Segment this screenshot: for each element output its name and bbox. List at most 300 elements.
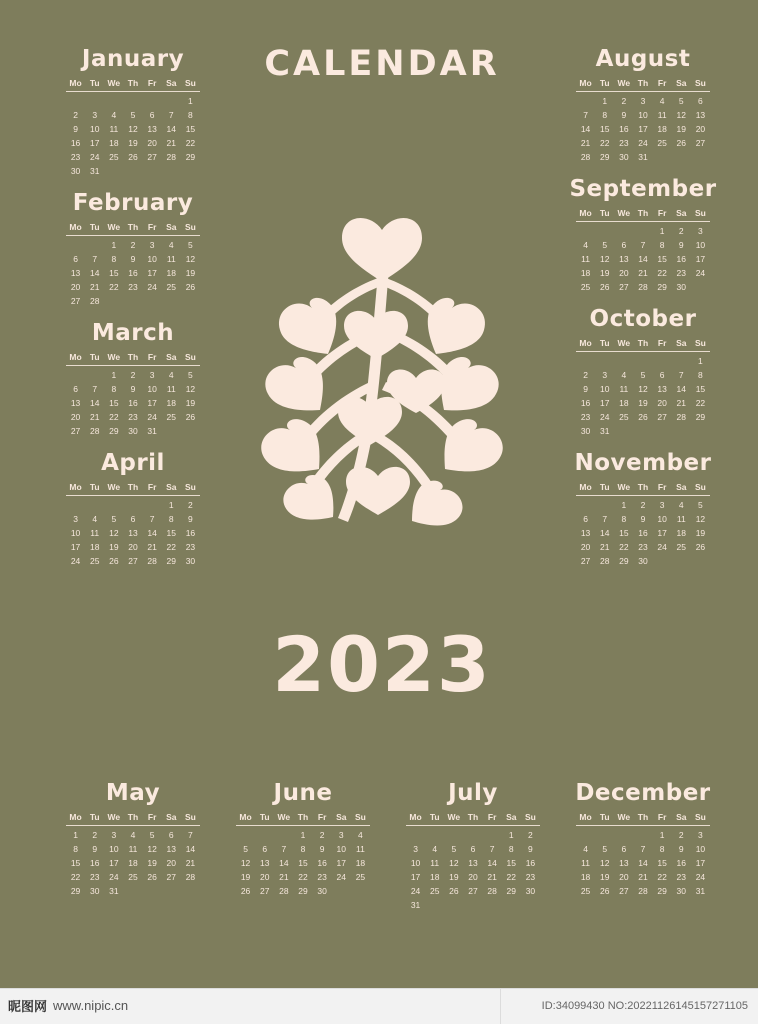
weekday-header: Su: [181, 810, 200, 826]
day-cell: 11: [581, 254, 590, 264]
week-row: [66, 870, 200, 884]
weekday-header: Sa: [672, 480, 691, 496]
day-cell: 13: [128, 528, 138, 538]
day-cell: 29: [506, 886, 516, 896]
day-cell: 27: [619, 886, 629, 896]
day-cell: 2: [583, 370, 588, 380]
day-cell: 14: [89, 398, 100, 408]
day-cell: [66, 496, 85, 513]
week-row: [576, 266, 710, 280]
day-cell: 28: [185, 872, 196, 882]
day-cell: 1: [508, 830, 514, 840]
month-name: October: [589, 306, 697, 332]
day-cell: 16: [185, 528, 196, 538]
week-row: [576, 252, 710, 266]
day-cell: 18: [166, 398, 176, 408]
day-cell: 28: [599, 556, 610, 566]
day-cell: 12: [185, 384, 196, 394]
day-cell: [691, 280, 710, 294]
day-cell: 30: [638, 556, 648, 566]
day-cell: 13: [468, 858, 478, 868]
week-row: [576, 92, 710, 109]
day-cell: 21: [599, 542, 610, 552]
footer-bar: [0, 988, 758, 1024]
day-cell: 1: [659, 830, 665, 840]
weekday-header: Tu: [85, 350, 104, 366]
day-cell: 1: [111, 240, 117, 250]
day-cell: 31: [638, 152, 648, 162]
day-cell: 22: [619, 542, 629, 552]
day-cell: 27: [147, 152, 157, 162]
day-cell: 30: [580, 426, 591, 436]
day-cell: 25: [429, 886, 440, 896]
day-cell: 21: [676, 398, 686, 408]
day-cell: [425, 826, 444, 843]
day-cell: [614, 352, 633, 369]
day-cell: 6: [262, 844, 268, 854]
month-name: August: [595, 46, 691, 72]
day-cell: [691, 150, 710, 164]
day-cell: 7: [188, 830, 193, 840]
day-cell: 6: [659, 370, 665, 380]
day-cell: 28: [487, 886, 497, 896]
day-cell: 1: [111, 370, 117, 380]
day-cell: 11: [619, 384, 629, 394]
day-cell: 8: [659, 844, 665, 854]
week-row: [576, 368, 710, 382]
day-cell: [444, 826, 463, 843]
day-cell: 28: [166, 152, 176, 162]
day-cell: 20: [580, 542, 591, 552]
day-cell: 22: [166, 542, 176, 552]
day-cell: 13: [619, 254, 629, 264]
day-cell: 9: [73, 124, 78, 134]
week-row: [576, 496, 710, 513]
day-cell: 9: [528, 844, 533, 854]
day-cell: 4: [583, 844, 588, 854]
day-cell: 15: [657, 858, 667, 868]
day-cell: 30: [676, 282, 686, 292]
day-cell: 9: [319, 844, 325, 854]
weekday-header: Th: [633, 206, 652, 222]
week-row: [576, 150, 710, 164]
day-cell: 27: [619, 282, 629, 292]
day-cell: 1: [698, 356, 703, 366]
day-cell: 11: [166, 254, 176, 264]
month-grid: [66, 480, 200, 568]
day-cell: 27: [259, 886, 270, 896]
day-cell: 25: [355, 872, 366, 882]
weekday-header: Th: [633, 810, 652, 826]
day-cell: 28: [89, 296, 100, 306]
day-cell: [123, 884, 142, 898]
weekday-header: Th: [123, 480, 142, 496]
day-cell: 10: [410, 858, 421, 868]
day-cell: 22: [599, 138, 610, 148]
day-cell: [463, 826, 482, 843]
day-cell: [595, 352, 614, 369]
day-cell: [653, 554, 672, 568]
plant-illustration: [226, 200, 538, 530]
day-cell: 1: [300, 830, 306, 840]
day-cell: 16: [128, 398, 138, 408]
day-cell: 9: [621, 110, 627, 120]
week-row: [576, 870, 710, 884]
day-cell: 18: [355, 858, 366, 868]
day-cell: 26: [695, 542, 706, 552]
day-cell: 26: [638, 412, 648, 422]
week-row: [66, 294, 200, 308]
month-grid: [66, 810, 200, 898]
day-cell: [162, 424, 181, 438]
day-cell: 12: [676, 110, 686, 120]
weekday-header: Th: [123, 220, 142, 236]
week-row: [406, 856, 540, 870]
day-cell: 24: [410, 886, 421, 896]
day-cell: 10: [109, 844, 119, 854]
months-column-right: [548, 46, 738, 580]
weekday-header: Mo: [236, 810, 255, 826]
day-cell: 17: [410, 872, 421, 882]
weekday-header: We: [614, 810, 633, 826]
day-cell: 24: [70, 556, 81, 566]
day-cell: 3: [338, 830, 344, 840]
day-cell: 14: [89, 268, 100, 278]
day-cell: [483, 826, 502, 843]
day-cell: 17: [70, 542, 81, 552]
weekday-header: Sa: [162, 76, 181, 92]
day-cell: 7: [640, 240, 646, 250]
week-row: [66, 396, 200, 410]
day-cell: [425, 898, 444, 912]
day-cell: [633, 424, 652, 438]
day-cell: 16: [638, 528, 648, 538]
months-column-left: [38, 46, 228, 580]
day-cell: 18: [429, 872, 440, 882]
day-cell: 14: [638, 858, 648, 868]
day-cell: 6: [73, 384, 78, 394]
weekday-header: Tu: [595, 810, 614, 826]
day-cell: 18: [580, 268, 591, 278]
day-cell: [672, 424, 691, 438]
week-row: [66, 382, 200, 396]
month-block: [378, 780, 568, 912]
week-row: [66, 252, 200, 266]
day-cell: 10: [657, 514, 667, 524]
day-cell: 2: [678, 830, 684, 840]
day-cell: 27: [70, 296, 81, 306]
weekday-header: Su: [351, 810, 370, 826]
week-row: [236, 870, 370, 884]
day-cell: [274, 826, 293, 843]
week-row: [66, 424, 200, 438]
week-row: [66, 266, 200, 280]
day-cell: 15: [619, 528, 629, 538]
day-cell: 8: [508, 844, 514, 854]
day-cell: 29: [185, 152, 196, 162]
day-cell: [181, 294, 200, 308]
day-cell: 2: [528, 830, 533, 840]
day-cell: 6: [168, 830, 174, 840]
day-cell: 18: [128, 858, 138, 868]
day-cell: 14: [580, 124, 591, 134]
day-cell: 12: [599, 254, 610, 264]
day-cell: 30: [70, 166, 81, 176]
weekday-header: We: [104, 76, 123, 92]
day-cell: 8: [168, 514, 174, 524]
month-block: [548, 306, 738, 438]
day-cell: 20: [128, 542, 138, 552]
day-cell: 18: [109, 138, 119, 148]
weekday-header: Su: [521, 810, 540, 826]
month-grid: [576, 480, 710, 568]
day-cell: [85, 236, 104, 253]
page-title: CALENDAR: [264, 44, 500, 84]
day-cell: [521, 898, 540, 912]
week-row: [66, 496, 200, 513]
week-row: [66, 410, 200, 424]
day-cell: 4: [678, 500, 684, 510]
day-cell: 25: [580, 886, 591, 896]
week-row: [406, 884, 540, 898]
day-cell: 25: [128, 872, 138, 882]
week-row: [576, 826, 710, 843]
week-row: [66, 92, 200, 109]
weekday-header: Mo: [576, 810, 595, 826]
day-cell: 2: [678, 226, 684, 236]
day-cell: 26: [109, 556, 119, 566]
day-cell: 5: [698, 500, 703, 510]
day-cell: 8: [698, 370, 703, 380]
day-cell: 22: [657, 872, 667, 882]
day-cell: [483, 898, 502, 912]
month-name: July: [448, 780, 498, 806]
day-cell: 31: [695, 886, 706, 896]
month-grid: [576, 336, 710, 438]
month-name: February: [72, 190, 194, 216]
week-row: [66, 280, 200, 294]
week-row: [66, 164, 200, 178]
month-grid: [576, 810, 710, 898]
month-grid: [236, 810, 370, 898]
day-cell: 28: [638, 886, 648, 896]
week-row: [576, 540, 710, 554]
day-cell: 13: [147, 124, 157, 134]
day-cell: 24: [147, 282, 157, 292]
day-cell: 18: [676, 528, 686, 538]
weekday-header: Th: [633, 480, 652, 496]
day-cell: [406, 826, 425, 843]
day-cell: [614, 826, 633, 843]
day-cell: 1: [168, 500, 174, 510]
day-cell: 27: [695, 138, 706, 148]
day-cell: 20: [619, 268, 629, 278]
week-row: [576, 526, 710, 540]
week-row: [576, 884, 710, 898]
day-cell: 23: [580, 412, 591, 422]
day-cell: 24: [638, 138, 648, 148]
day-cell: 6: [470, 844, 476, 854]
day-cell: 17: [695, 858, 706, 868]
day-cell: 24: [89, 152, 100, 162]
weekday-header: Sa: [672, 76, 691, 92]
day-cell: 21: [638, 872, 648, 882]
day-cell: 11: [356, 844, 365, 854]
weekday-header: Fr: [143, 350, 162, 366]
day-cell: 22: [109, 412, 119, 422]
day-cell: 29: [657, 282, 667, 292]
day-cell: [162, 294, 181, 308]
day-cell: 16: [128, 268, 138, 278]
day-cell: 28: [580, 152, 591, 162]
week-row: [66, 856, 200, 870]
day-cell: 19: [638, 398, 648, 408]
week-row: [66, 554, 200, 568]
day-cell: 4: [130, 830, 136, 840]
day-cell: 11: [430, 858, 440, 868]
weekday-header: Su: [691, 76, 710, 92]
day-cell: 6: [73, 254, 78, 264]
day-cell: 19: [109, 542, 119, 552]
day-cell: 21: [487, 872, 497, 882]
weekday-header: We: [614, 336, 633, 352]
day-cell: 4: [432, 844, 438, 854]
weekday-header: Th: [293, 810, 312, 826]
day-cell: 25: [109, 152, 119, 162]
day-cell: 29: [695, 412, 706, 422]
day-cell: 8: [73, 844, 78, 854]
weekday-header: We: [614, 206, 633, 222]
day-cell: [255, 826, 274, 843]
day-cell: [236, 826, 255, 843]
day-cell: 3: [111, 830, 117, 840]
weekday-header: Su: [691, 206, 710, 222]
week-row: [66, 540, 200, 554]
day-cell: 14: [279, 858, 289, 868]
month-name: May: [105, 780, 161, 806]
day-cell: 30: [89, 886, 100, 896]
day-cell: 12: [449, 858, 459, 868]
day-cell: 3: [640, 96, 646, 106]
day-cell: 14: [599, 528, 610, 538]
day-cell: 2: [640, 500, 646, 510]
day-cell: 26: [449, 886, 459, 896]
day-cell: 22: [70, 872, 81, 882]
day-cell: 23: [70, 152, 81, 162]
day-cell: 2: [188, 500, 193, 510]
day-cell: 23: [317, 872, 327, 882]
day-cell: 14: [638, 254, 648, 264]
day-cell: 2: [92, 830, 98, 840]
weekday-header: Mo: [66, 220, 85, 236]
day-cell: 4: [621, 370, 627, 380]
day-cell: [614, 222, 633, 239]
weekday-header: Tu: [595, 76, 614, 92]
day-cell: 24: [695, 872, 706, 882]
day-cell: 13: [619, 858, 629, 868]
month-block: [38, 190, 228, 308]
day-cell: 26: [599, 886, 610, 896]
month-block: [548, 176, 738, 294]
day-cell: 13: [695, 110, 706, 120]
day-cell: 26: [240, 886, 251, 896]
weekday-header: Mo: [406, 810, 425, 826]
week-row: [576, 222, 710, 239]
day-cell: 5: [130, 110, 136, 120]
weekday-header: We: [274, 810, 293, 826]
day-cell: 15: [657, 254, 667, 264]
day-cell: [332, 884, 351, 898]
day-cell: 11: [581, 858, 590, 868]
month-block: [38, 780, 228, 898]
day-cell: 12: [638, 384, 648, 394]
day-cell: 9: [678, 844, 684, 854]
weekday-header: Mo: [66, 76, 85, 92]
day-cell: 21: [279, 872, 289, 882]
day-cell: 5: [640, 370, 646, 380]
day-cell: 16: [580, 398, 591, 408]
day-cell: 7: [489, 844, 495, 854]
day-cell: 9: [130, 254, 136, 264]
day-cell: 20: [70, 412, 81, 422]
day-cell: [653, 150, 672, 164]
day-cell: 10: [89, 124, 100, 134]
weekday-header: Tu: [85, 480, 104, 496]
weekday-header: Sa: [672, 336, 691, 352]
day-cell: 12: [599, 858, 610, 868]
day-cell: 8: [659, 240, 665, 250]
day-cell: 14: [185, 844, 196, 854]
day-cell: 16: [525, 858, 536, 868]
day-cell: 18: [657, 124, 667, 134]
day-cell: [66, 92, 85, 109]
weekday-header: Tu: [85, 76, 104, 92]
day-cell: [85, 366, 104, 383]
weekday-header: Mo: [576, 206, 595, 222]
month-slot: [548, 780, 738, 910]
day-cell: 17: [638, 124, 648, 134]
day-cell: 19: [599, 872, 610, 882]
day-cell: 6: [149, 110, 155, 120]
day-cell: 19: [599, 268, 610, 278]
day-cell: [143, 496, 162, 513]
day-cell: 9: [130, 384, 136, 394]
weekday-header: Su: [691, 480, 710, 496]
weekday-header: Sa: [162, 810, 181, 826]
day-cell: [104, 496, 123, 513]
year-label: 2023: [272, 620, 492, 709]
day-cell: 5: [602, 844, 608, 854]
day-cell: 20: [619, 872, 629, 882]
day-cell: 1: [188, 96, 193, 106]
weekday-header: Fr: [653, 336, 672, 352]
day-cell: [181, 884, 200, 898]
day-cell: [181, 424, 200, 438]
day-cell: 6: [583, 514, 588, 524]
day-cell: 26: [185, 282, 196, 292]
weekday-header: We: [104, 480, 123, 496]
day-cell: 28: [147, 556, 157, 566]
day-cell: 15: [695, 384, 706, 394]
day-cell: 28: [89, 426, 100, 436]
day-cell: 28: [638, 282, 648, 292]
day-cell: 26: [599, 282, 610, 292]
day-cell: [85, 92, 104, 109]
day-cell: 16: [317, 858, 327, 868]
weekday-header: Mo: [576, 76, 595, 92]
day-cell: 17: [695, 254, 706, 264]
month-grid: [576, 76, 710, 164]
